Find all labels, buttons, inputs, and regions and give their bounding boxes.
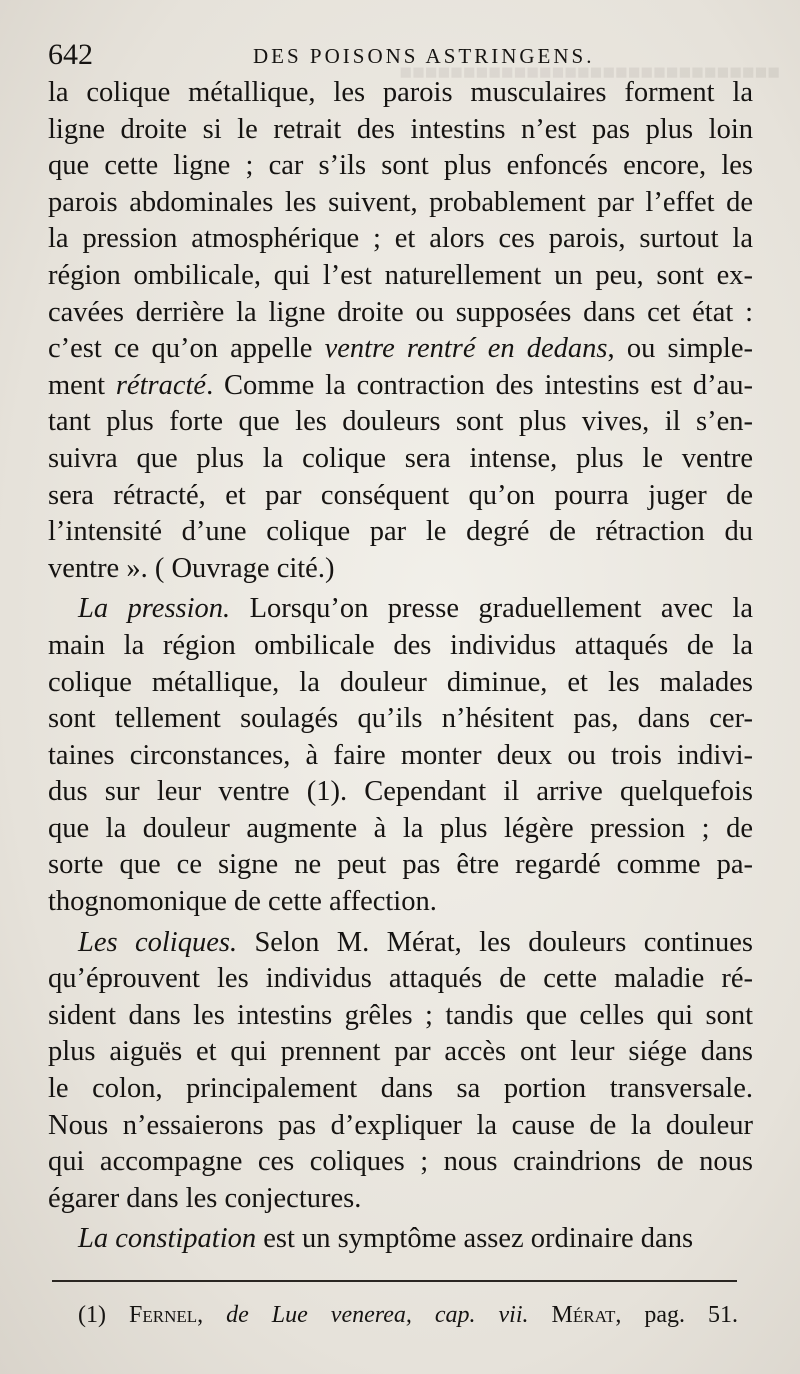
text-run: cavées derrière la ligne droite ou supposées dans cet état :	[48, 296, 753, 328]
italic-text: de Lue venerea, cap. vii.	[226, 1302, 529, 1328]
text-line	[48, 404, 753, 441]
text-run: ment	[48, 369, 116, 401]
text-line	[48, 551, 753, 588]
text-line	[48, 185, 753, 222]
text-line	[48, 738, 753, 775]
text-line	[48, 368, 753, 405]
text-line	[48, 258, 753, 295]
running-head: DES POISONS ASTRINGENS.	[253, 44, 595, 68]
paragraph	[48, 591, 753, 920]
text-run: main la région ombilicale des individus attaqués de la	[48, 629, 753, 661]
text-line	[48, 1071, 753, 1108]
text-line	[48, 998, 753, 1035]
text-run: tant plus forte que les douleurs sont plus vives, il s’en-	[48, 406, 753, 438]
text-run: le colon, principalement dans sa portion transversale.	[48, 1073, 753, 1105]
text-line	[48, 478, 753, 515]
text-line	[48, 1108, 753, 1145]
text-line	[48, 884, 753, 921]
text-run: Lorsqu’on presse graduellement avec la	[230, 593, 753, 625]
text-run: colique métallique, la douleur diminue, et les malades	[48, 666, 753, 698]
text-line	[48, 701, 753, 738]
text-run: dus sur leur ventre (1). Cependant il arrive quelquefois	[48, 776, 753, 808]
text-run: thognomonique de cette affection.	[48, 886, 437, 918]
text-line	[48, 925, 753, 962]
text-run: parois abdominales les suivent, probablement par l’effet de	[48, 186, 753, 218]
text-line	[48, 514, 753, 551]
text-run: la colique métallique, les parois musculaires forment la	[48, 77, 753, 108]
page-number: 642	[48, 38, 93, 71]
text-line	[48, 628, 753, 665]
text-line	[48, 221, 753, 258]
text-run: taines circonstances, à faire monter deux ou trois indivi-	[48, 739, 753, 771]
text-run	[529, 1302, 552, 1328]
text-line	[48, 148, 753, 185]
text-line	[48, 1221, 753, 1258]
paragraph	[48, 75, 753, 587]
text-line	[48, 1181, 753, 1218]
italic-text: ventre rentré en dedans	[324, 333, 608, 365]
text-run: ventre ». ( Ouvrage cité.)	[48, 552, 335, 584]
text-line	[48, 1034, 753, 1071]
text-line	[48, 774, 753, 811]
text-run: sident dans les intestins grêles ; tandis que celles qui sont	[48, 999, 753, 1031]
text-run: égarer dans les conjectures.	[48, 1182, 362, 1214]
text-run: Nous n’essaierons pas d’expliquer la cause de la douleur	[48, 1109, 753, 1141]
text-run: plus aiguës et qui prennent par accès ont leur siége dans	[48, 1036, 753, 1068]
text-run: que la douleur augmente à la plus légère pression ; de	[48, 812, 753, 844]
text-run: sera rétracté, et par conséquent qu’on pourra juger de	[48, 479, 753, 511]
text-run: . Comme la contraction des intestins est d’au-	[206, 369, 753, 401]
footnote-rule	[52, 1280, 737, 1282]
text-run: ligne droite si le retrait des intestins n’est pas plus loin	[48, 113, 753, 145]
text-run: , pag. 51.	[615, 1302, 739, 1328]
paragraph	[48, 1221, 753, 1258]
text-line	[48, 1144, 753, 1181]
text-line	[48, 331, 753, 368]
text-run: suivra que plus la colique sera intense, plus le ventre	[48, 442, 753, 474]
text-run: sorte que ce signe ne peut pas être regardé comme pa-	[48, 849, 753, 881]
bleed-through-texture: ■■■■■■■■■■■■■■■■■■■■■■■■■■■■■■	[399, 60, 780, 84]
text-line	[48, 75, 753, 112]
italic-text: La pression.	[78, 593, 231, 625]
text-run: l’intensité d’une colique par le degré de rétraction du	[48, 516, 753, 548]
text-line	[48, 591, 753, 628]
text-line	[48, 295, 753, 332]
italic-text: La constipation	[78, 1223, 257, 1255]
text-run: ,	[197, 1302, 227, 1328]
author-name: Mérat	[551, 1302, 616, 1328]
text-run: sont tellement soulagés qu’ils n’hésitent pas, dans cer-	[48, 703, 753, 735]
text-run: , ou simple-	[607, 333, 753, 365]
page-header	[48, 38, 748, 72]
text-run: Selon M. Mérat, les douleurs continues	[237, 926, 753, 958]
italic-text: rétracté	[115, 369, 207, 401]
text-run: la pression atmosphérique ; et alors ces parois, surtout la	[48, 223, 753, 255]
text-line	[48, 811, 753, 848]
text-run: région ombilicale, qui l’est naturellement un peu, sont ex-	[48, 259, 753, 291]
author-name: Fernel	[129, 1302, 198, 1328]
text-run: c’est ce qu’on appelle	[48, 333, 325, 365]
text-run: que cette ligne ; car s’ils sont plus enfoncés encore, les	[48, 150, 753, 182]
text-run: (1)	[78, 1302, 129, 1328]
text-line	[48, 961, 753, 998]
footnote	[78, 1300, 738, 1330]
text-line	[48, 112, 753, 149]
body-text	[48, 75, 753, 1258]
text-line	[48, 665, 753, 702]
text-run: qui accompagne ces coliques ; nous craindrions de nous	[48, 1146, 753, 1178]
text-line	[48, 847, 753, 884]
paragraph	[48, 925, 753, 1218]
text-run: qu’éprouvent les individus attaqués de cette maladie ré-	[48, 963, 753, 995]
italic-text: Les coliques.	[78, 926, 238, 958]
text-run: est un symptôme assez ordinaire dans	[256, 1223, 694, 1255]
text-line	[48, 441, 753, 478]
